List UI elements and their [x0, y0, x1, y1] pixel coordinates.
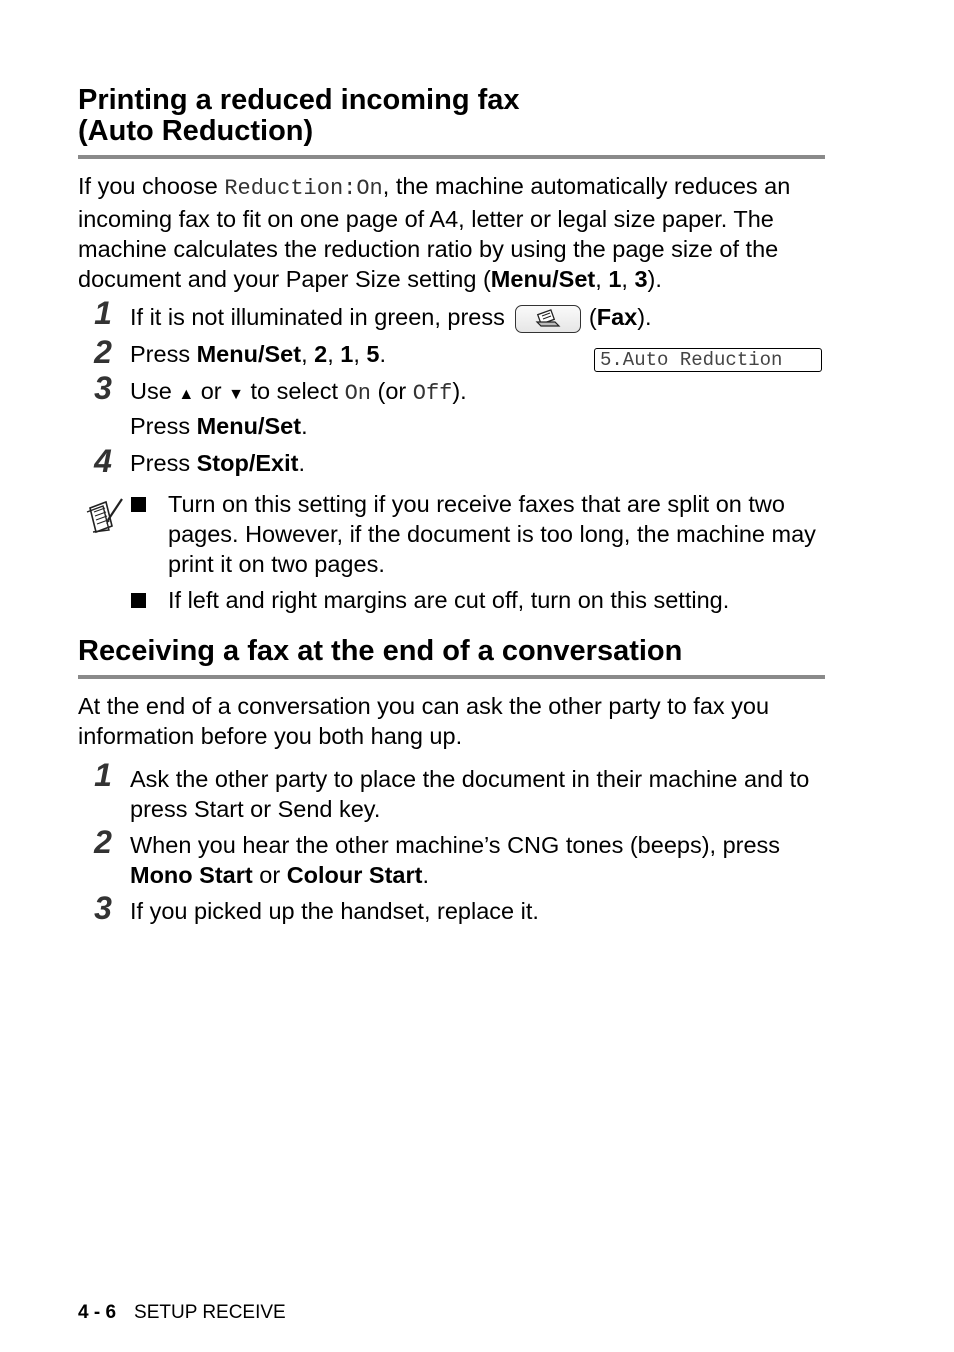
chapter-name: SETUP RECEIVE — [134, 1302, 286, 1323]
s2-step-3-text: If you picked up the handset, replace it. — [130, 898, 539, 924]
bullet-marker — [131, 497, 146, 512]
step-number: 1 — [94, 757, 112, 793]
step-number: 4 — [94, 443, 112, 479]
mono-start-key: Mono Start — [130, 862, 253, 888]
section1-title — [78, 85, 520, 147]
colour-start-key: Colour Start — [286, 862, 423, 888]
step-1-text: If it is not illuminated in green, press (Fax). — [130, 302, 830, 333]
s2-step-2-text: When you hear the other machine’s CNG tones (beeps), press Mono Start or Colour Start. — [130, 832, 781, 888]
section1-title-line1: Printing a reduced incoming fax — [78, 84, 520, 116]
step-number: 3 — [94, 890, 112, 926]
step-3-text: Use ▲ or ▼ to select On (or Off). — [130, 378, 467, 406]
step-number: 1 — [94, 295, 112, 331]
section2-title: Receiving a fax at the end of a conversation — [78, 635, 683, 667]
step-4-text: Press Stop/Exit. — [130, 450, 305, 476]
fax-icon — [533, 309, 563, 329]
section2-rule — [78, 675, 825, 679]
page-number: 4 - 6 — [78, 1302, 117, 1323]
step-number: 3 — [94, 370, 112, 406]
section1-title-line2: (Auto Reduction) — [78, 115, 314, 147]
fax-button — [515, 305, 581, 333]
section1-rule — [78, 155, 825, 159]
up-arrow-icon: ▲ — [178, 386, 195, 403]
section2-intro: At the end of a conversation you can ask the other party to fax you information before you both hang up. — [78, 693, 770, 749]
down-arrow-icon: ▼ — [228, 386, 244, 403]
note-1: Turn on this setting if you receive faxes that are split on two pages. However, if the document is too long, the machine may print it on two pages. — [168, 491, 816, 577]
step-number: 2 — [94, 334, 112, 370]
menu-set-key: Menu/Set — [490, 266, 596, 292]
s2-step-1-text: Ask the other party to place the document in their machine and to press Start or Send key. — [130, 766, 810, 822]
page-footer — [78, 1301, 286, 1325]
note-2: If left and right margins are cut off, turn on this setting. — [168, 587, 730, 613]
lcd-display: 5.Auto Reduction — [594, 348, 822, 372]
fax-key-label: Fax — [596, 304, 638, 330]
note-icon — [84, 496, 126, 534]
reduction-on-code: Reduction:On — [224, 176, 383, 201]
step-2-text: Press Menu/Set, 2, 1, 5. — [130, 341, 387, 367]
bullet-marker — [131, 593, 146, 608]
step-3-line2: Press Menu/Set. — [130, 413, 308, 439]
section1-intro: If you choose Reduction:On, the machine automatically reduces an incoming fax to fit on one page of A4, letter or legal size paper. The machine calculates the reduction ratio by using the page size of the document and your Paper Size setting (Menu/Set, 1, 3). — [78, 173, 791, 292]
step-number: 2 — [94, 824, 112, 860]
